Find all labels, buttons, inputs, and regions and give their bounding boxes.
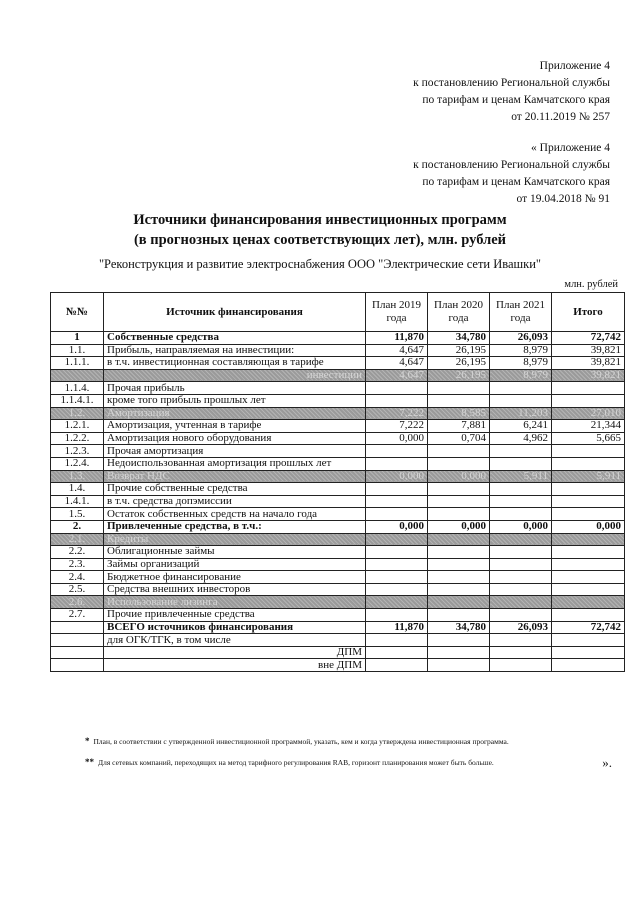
table-row — [51, 596, 625, 609]
row-number: 1.1.4.1. — [51, 394, 104, 407]
row-source-name: Амортизация нового оборудования — [104, 432, 366, 445]
value-2019 — [366, 609, 428, 622]
value-total — [552, 394, 625, 407]
table-row — [51, 508, 625, 521]
value-2020 — [428, 609, 490, 622]
value-total — [552, 546, 625, 559]
table-row — [51, 369, 625, 382]
title-line: (в прогнозных ценах соответствующих лет), млн. рублей — [133, 232, 507, 248]
row-number: 1.2.1. — [51, 420, 104, 433]
row-number — [51, 659, 104, 672]
value-total: 72,742 — [552, 332, 625, 345]
row-number — [51, 634, 104, 647]
row-number: 1 — [51, 332, 104, 345]
value-total: 5,911 — [552, 470, 625, 483]
value-2021 — [490, 646, 552, 659]
row-number: 1.4. — [51, 483, 104, 496]
value-2021: 26,093 — [490, 332, 552, 345]
value-2020 — [428, 495, 490, 508]
closing-quote: ». — [602, 755, 612, 770]
value-2021: 26,093 — [490, 621, 552, 634]
value-2019: 4,647 — [366, 357, 428, 370]
value-2021 — [490, 457, 552, 470]
appendix-header-2018 — [413, 140, 610, 208]
value-2021 — [490, 394, 552, 407]
row-number: 1.1.1. — [51, 357, 104, 370]
table-row — [51, 646, 625, 659]
header-line: Приложение 4 — [539, 60, 610, 72]
table-row — [51, 457, 625, 470]
value-2021 — [490, 583, 552, 596]
value-2020: 8,585 — [428, 407, 490, 420]
value-2019: 11,870 — [366, 621, 428, 634]
row-source-name: Прочие привлеченные средства — [104, 609, 366, 622]
value-2020 — [428, 646, 490, 659]
row-source-name: Прибыль, направляемая на инвестиции: — [104, 344, 366, 357]
value-2019 — [366, 659, 428, 672]
value-2019: 7,222 — [366, 407, 428, 420]
value-2021 — [490, 609, 552, 622]
row-number: 1.2.4. — [51, 457, 104, 470]
table-row — [51, 407, 625, 420]
value-2019: 0,000 — [366, 432, 428, 445]
value-2021: 5,911 — [490, 470, 552, 483]
value-2021 — [490, 546, 552, 559]
row-source-name: Использование лизинга — [104, 596, 366, 609]
value-2020: 0,704 — [428, 432, 490, 445]
value-2019 — [366, 533, 428, 546]
row-number — [51, 621, 104, 634]
value-2019 — [366, 394, 428, 407]
value-2019: 4,647 — [366, 369, 428, 382]
value-total: 72,742 — [552, 621, 625, 634]
row-number: 1.1. — [51, 344, 104, 357]
row-number: 2.1. — [51, 533, 104, 546]
value-2019 — [366, 596, 428, 609]
value-2020 — [428, 445, 490, 458]
row-source-name: Кредиты — [104, 533, 366, 546]
row-source-name: Остаток собственных средств на начало года — [104, 508, 366, 521]
row-source-name: Собственные средства — [104, 332, 366, 345]
row-number — [51, 646, 104, 659]
row-source-name: ВСЕГО источников финансирования — [104, 621, 366, 634]
col-header-2021: План 2021 года — [490, 293, 552, 332]
value-2019 — [366, 634, 428, 647]
row-source-name: Амортизация — [104, 407, 366, 420]
value-2020 — [428, 596, 490, 609]
table-row — [51, 520, 625, 533]
value-2020 — [428, 659, 490, 672]
row-source-name: Недоиспользованная амортизация прошлых лет — [104, 457, 366, 470]
table-row — [51, 483, 625, 496]
value-total — [552, 508, 625, 521]
value-total — [552, 483, 625, 496]
row-number: 2.4. — [51, 571, 104, 584]
value-2021 — [490, 445, 552, 458]
value-2020: 26,195 — [428, 369, 490, 382]
financing-table — [50, 292, 625, 672]
row-number: 1.4.1. — [51, 495, 104, 508]
row-source-name: Облигационные займы — [104, 546, 366, 559]
header-line: от 20.11.2019 № 257 — [511, 111, 610, 123]
value-total: 39,821 — [552, 369, 625, 382]
row-source-name: Средства внешних инвесторов — [104, 583, 366, 596]
appendix-header-2019 — [413, 58, 610, 126]
header-line: по тарифам и ценам Камчатского края — [422, 176, 610, 188]
row-number: 2.3. — [51, 558, 104, 571]
value-total — [552, 583, 625, 596]
value-total: 27,010 — [552, 407, 625, 420]
value-2019 — [366, 495, 428, 508]
value-2019 — [366, 457, 428, 470]
value-2019 — [366, 508, 428, 521]
row-number: 1.2.2. — [51, 432, 104, 445]
value-total: 0,000 — [552, 520, 625, 533]
table-row — [51, 470, 625, 483]
col-header-total: Итого — [552, 293, 625, 332]
units-label: млн. рублей — [564, 279, 618, 290]
value-2020 — [428, 508, 490, 521]
table-header-row — [51, 293, 625, 332]
row-source-name: для ОГК/ТГК, в том числе — [104, 634, 366, 647]
row-source-name: Прочая амортизация — [104, 445, 366, 458]
value-2020 — [428, 634, 490, 647]
col-header-2019: План 2019 года — [366, 293, 428, 332]
value-total — [552, 533, 625, 546]
row-number — [51, 369, 104, 382]
footnotes — [85, 731, 605, 773]
table-row — [51, 621, 625, 634]
value-2021 — [490, 508, 552, 521]
value-2020: 7,881 — [428, 420, 490, 433]
program-name: "Реконструкция и развитие электроснабжения ООО "Электрические сети Ивашки" — [98, 257, 542, 271]
value-2021 — [490, 483, 552, 496]
row-source-name: кроме того прибыль прошлых лет — [104, 394, 366, 407]
row-number: 1.1.4. — [51, 382, 104, 395]
value-2020 — [428, 533, 490, 546]
col-header-2020: План 2020 года — [428, 293, 490, 332]
footnote-mark: ** — [85, 757, 94, 767]
row-source-name: Прочая прибыль — [104, 382, 366, 395]
value-2019 — [366, 382, 428, 395]
row-number: 1.3. — [51, 470, 104, 483]
row-source-name: Амортизация, учтенная в тарифе — [104, 420, 366, 433]
table-row — [51, 634, 625, 647]
value-2020: 0,000 — [428, 470, 490, 483]
value-2019 — [366, 558, 428, 571]
value-2021: 8,979 — [490, 344, 552, 357]
value-total — [552, 646, 625, 659]
value-2020 — [428, 546, 490, 559]
value-2019 — [366, 483, 428, 496]
value-total — [552, 457, 625, 470]
value-2020 — [428, 571, 490, 584]
table-row — [51, 344, 625, 357]
row-source-name: Бюджетное финансирование — [104, 571, 366, 584]
value-2021: 8,979 — [490, 369, 552, 382]
value-2019 — [366, 646, 428, 659]
value-2020 — [428, 382, 490, 395]
value-2021 — [490, 558, 552, 571]
value-2020: 34,780 — [428, 332, 490, 345]
value-2021: 0,000 — [490, 520, 552, 533]
header-line: к постановлению Региональной службы — [413, 77, 610, 89]
header-line: к постановлению Региональной службы — [413, 159, 610, 171]
table-row — [51, 357, 625, 370]
table-row — [51, 445, 625, 458]
row-source-name: Привлеченные средства, в т.ч.: — [104, 520, 366, 533]
table-row — [51, 332, 625, 345]
value-total: 39,821 — [552, 357, 625, 370]
value-2021: 11,203 — [490, 407, 552, 420]
value-2019: 0,000 — [366, 520, 428, 533]
value-2019: 11,870 — [366, 332, 428, 345]
table-row — [51, 533, 625, 546]
table-row — [51, 558, 625, 571]
row-number: 2.7. — [51, 609, 104, 622]
value-total: 39,821 — [552, 344, 625, 357]
value-2021 — [490, 659, 552, 672]
footnote-2 — [85, 752, 605, 773]
row-number: 1.2.3. — [51, 445, 104, 458]
table-row — [51, 382, 625, 395]
row-number: 1.5. — [51, 508, 104, 521]
table-row — [51, 546, 625, 559]
value-2019: 4,647 — [366, 344, 428, 357]
table-row — [51, 571, 625, 584]
value-total — [552, 445, 625, 458]
table-body — [51, 332, 625, 672]
value-total — [552, 659, 625, 672]
value-total — [552, 495, 625, 508]
value-total — [552, 634, 625, 647]
value-total — [552, 558, 625, 571]
value-2019 — [366, 445, 428, 458]
value-2019: 0,000 — [366, 470, 428, 483]
row-number: 1.2. — [51, 407, 104, 420]
value-2021 — [490, 634, 552, 647]
value-2020 — [428, 394, 490, 407]
value-2020: 34,780 — [428, 621, 490, 634]
row-source-name: в т.ч. инвестиционная составляющая в тарифе — [104, 357, 366, 370]
value-total — [552, 609, 625, 622]
header-line: от 19.04.2018 № 91 — [516, 193, 610, 205]
table-row — [51, 609, 625, 622]
value-2020 — [428, 583, 490, 596]
value-2021 — [490, 571, 552, 584]
header-line: « Приложение 4 — [531, 142, 610, 154]
value-2020: 0,000 — [428, 520, 490, 533]
table-row — [51, 420, 625, 433]
value-2020 — [428, 457, 490, 470]
title-line: Источники финансирования инвестиционных программ — [133, 212, 507, 228]
value-2021: 6,241 — [490, 420, 552, 433]
col-header-source: Источник финансирования — [104, 293, 366, 332]
value-2021 — [490, 382, 552, 395]
value-2021: 8,979 — [490, 357, 552, 370]
row-source-name: вне ДПМ — [104, 659, 366, 672]
value-2020: 26,195 — [428, 344, 490, 357]
row-number: 2.2. — [51, 546, 104, 559]
row-number: 2.5. — [51, 583, 104, 596]
value-2020 — [428, 483, 490, 496]
table-row — [51, 583, 625, 596]
row-source-name: ДПМ — [104, 646, 366, 659]
value-2021 — [490, 596, 552, 609]
footnote-mark: * — [85, 736, 90, 746]
row-source-name: Возврат НДС — [104, 470, 366, 483]
value-2021: 4,962 — [490, 432, 552, 445]
footnote-text: План, в соответствии с утвержденной инвестиционной программой, указать, кем и когда утверждена инвестиционная программа. — [93, 737, 509, 746]
value-2019: 7,222 — [366, 420, 428, 433]
value-total: 21,344 — [552, 420, 625, 433]
document-title — [0, 210, 640, 250]
footnote-1 — [85, 731, 605, 752]
value-2020: 26,195 — [428, 357, 490, 370]
value-2020 — [428, 558, 490, 571]
value-2019 — [366, 571, 428, 584]
row-source-name: Прочие собственные средства — [104, 483, 366, 496]
footnote-text: Для сетевых компаний, переходящих на метод тарифного регулирования RAB, горизонт планирования может быть больше. — [98, 758, 494, 767]
row-number: 2.6. — [51, 596, 104, 609]
row-source-name: в т.ч. средства допэмиссии — [104, 495, 366, 508]
value-total — [552, 596, 625, 609]
value-total — [552, 571, 625, 584]
table-row — [51, 432, 625, 445]
table-row — [51, 394, 625, 407]
row-number: 2. — [51, 520, 104, 533]
value-2019 — [366, 546, 428, 559]
header-line: по тарифам и ценам Камчатского края — [422, 94, 610, 106]
row-source-name: Займы организаций — [104, 558, 366, 571]
col-header-num: №№ — [51, 293, 104, 332]
table-row — [51, 659, 625, 672]
value-2021 — [490, 495, 552, 508]
value-2021 — [490, 533, 552, 546]
value-2019 — [366, 583, 428, 596]
value-total — [552, 382, 625, 395]
value-total: 5,665 — [552, 432, 625, 445]
row-source-name: инвестиции — [104, 369, 366, 382]
table-row — [51, 495, 625, 508]
